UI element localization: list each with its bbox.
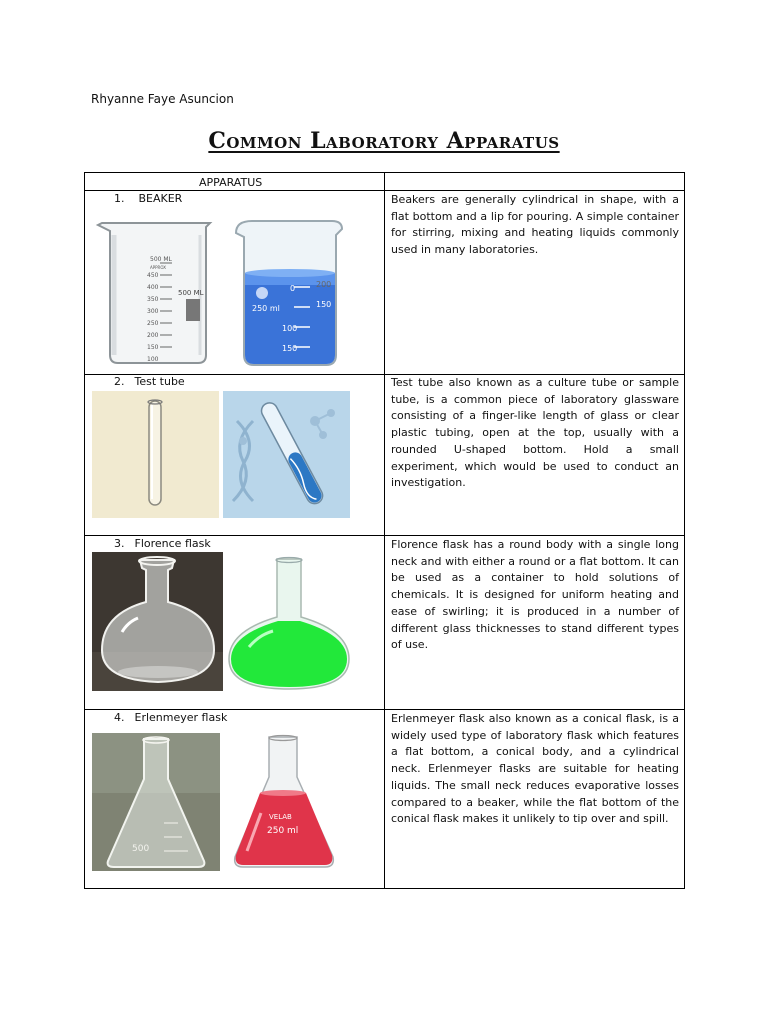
erlenmeyer-b-brand-label: VELAB — [269, 813, 292, 821]
row-2-number: 2. — [114, 375, 125, 388]
erlenmeyer-b-volume-label: 250 ml — [267, 826, 299, 836]
row-3-name: Florence flask — [134, 537, 211, 550]
erlenmeyer-flask-red-image — [229, 733, 339, 871]
row-4-description: Erlenmeyer flask also known as a conical flask, is a widely used type of laboratory flask which features a flat bottom, a conical body, and a cylindrical neck. Erlenmeyer flasks are suitable for heating liquids. The small neck reduces evaporative losses compared to a beaker, while the flat bottom of the conical flask makes it unlikely to tip over and spill. — [391, 712, 679, 826]
row-4-name: Erlenmeyer flask — [134, 711, 228, 724]
beaker-b-tick-label: 0 — [290, 284, 296, 293]
row-1-name: BEAKER — [138, 192, 183, 205]
beaker-b-top-label: 200 — [316, 280, 332, 289]
row-3-description: Florence flask has a round body with a single long neck and with either a round or a flat bottom. It can be used as a container to hold solutions of chemicals. It is designed for uniform heating and ease of swirling; it is produced in a number of different glass thicknesses to stand different types of use. — [391, 538, 679, 652]
test-tube-dna-image — [223, 391, 350, 518]
beaker-b-tick-label: 150 — [282, 344, 298, 353]
test-tube-image — [92, 391, 219, 518]
row-1-description: Beakers are generally cylindrical in shape, with a flat bottom and a lip for pouring. A simple container for stirring, mixing and heating liquids commonly used in many laboratories. — [391, 193, 679, 257]
beaker-b-tick-label: 100 — [282, 324, 298, 333]
erlenmeyer-a-volume-label: 500 — [132, 844, 150, 854]
author-name: Rhyanne Faye Asuncion — [91, 92, 234, 106]
beaker-a-tick-label: 200 — [147, 332, 159, 339]
row-4-number: 4. — [114, 711, 125, 724]
beaker-blue-image — [232, 215, 346, 369]
florence-flask-green-image — [225, 555, 353, 693]
row-2-label — [114, 375, 185, 388]
page-title: Common Laboratory Apparatus — [208, 128, 560, 154]
header-cell-right — [384, 172, 685, 191]
row-4-label — [114, 711, 227, 724]
row-3-number: 3. — [114, 537, 125, 550]
erlenmeyer-flask-clear-image — [92, 733, 220, 871]
row-1-number: 1. — [114, 192, 125, 205]
row-2-description: Test tube also known as a culture tube or sample tube, is a common piece of laboratory glassware consisting of a finger-like length of glass or clear plastic tubing, open at the top, usually with a rounded U-shaped bottom. Hold a small experiment, which would be used to conduct an investigation. — [391, 376, 679, 490]
florence-flask-clear-image — [92, 552, 223, 691]
beaker-a-right-label: 500 ML — [178, 289, 204, 297]
beaker-a-approx-label: APPROX — [150, 265, 166, 270]
beaker-a-tick-label: 350 — [147, 296, 159, 303]
table-header-apparatus: APPARATUS — [199, 176, 263, 189]
row-3-label — [114, 537, 211, 550]
beaker-a-tick-label: 250 — [147, 320, 159, 327]
beaker-a-top-label: 500 ML — [150, 256, 172, 263]
beaker-b-tick-label: 150 — [316, 300, 332, 309]
row-1-label — [114, 192, 182, 205]
beaker-a-tick-label: 400 — [147, 284, 159, 291]
beaker-a-tick-label: 300 — [147, 308, 159, 315]
row-2-name: Test tube — [134, 375, 185, 388]
beaker-a-tick-label: 450 — [147, 272, 159, 279]
beaker-a-tick-label: 100 — [147, 356, 159, 363]
beaker-b-volume-label: 250 ml — [252, 304, 280, 313]
beaker-clear-image — [92, 215, 216, 367]
beaker-a-tick-label: 150 — [147, 344, 159, 351]
